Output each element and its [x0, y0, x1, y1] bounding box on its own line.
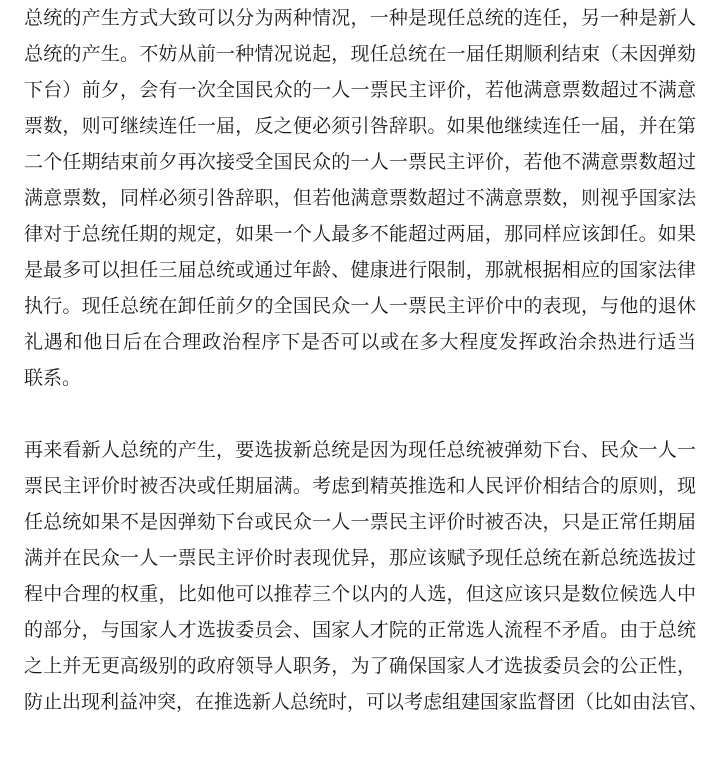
paragraph-new-president — [24, 432, 709, 720]
paragraph-gap — [24, 396, 696, 432]
text-line: 执行。现任总统在卸任前夕的全国民众一人一票民主评价中的表现，与他的退休 — [24, 295, 696, 317]
text-line: 票数，则可继续连任一届，反之便必须引咎辞职。如果他继续连任一届，并在第 — [24, 115, 696, 137]
text-line: 是最多可以担任三届总统或通过年龄、健康进行限制，那就根据相应的国家法律 — [24, 259, 696, 281]
text-line: 二个任期结束前夕再次接受全国民众的一人一票民主评价，若他不满意票数超过 — [24, 151, 696, 173]
document-page — [24, 0, 709, 720]
text-line: 程中合理的权重，比如他可以推荐三个以内的人选，但这应该只是数位候选人中 — [24, 583, 696, 605]
text-line: 票民主评价时被否决或任期届满。考虑到精英推选和人民评价相结合的原则，现 — [24, 475, 696, 497]
text-line: 下台）前夕，会有一次全国民众的一人一票民主评价，若他满意票数超过不满意 — [24, 79, 696, 101]
text-line: 礼遇和他日后在合理政治程序下是否可以或在多大程度发挥政治余热进行适当 — [24, 331, 696, 353]
text-line: 总统的产生。不妨从前一种情况说起，现任总统在一届任期顺利结束（未因弹劾 — [24, 43, 696, 65]
text-line: 任总统如果不是因弹劾下台或民众一人一票民主评价时被否决，只是正常任期届 — [24, 511, 696, 533]
text-line: 总统的产生方式大致可以分为两种情况，一种是现任总统的连任，另一种是新人 — [24, 7, 696, 29]
text-line: 联系。 — [24, 367, 82, 389]
text-line: 律对于总统任期的规定，如果一个人最多不能超过两届，那同样应该卸任。如果 — [24, 223, 696, 245]
text-line: 的部分，与国家人才选拔委员会、国家人才院的正常选人流程不矛盾。由于总统 — [24, 619, 696, 641]
text-line: 满并在民众一人一票民主评价时表现优异，那应该赋予现任总统在新总统选拔过 — [24, 547, 696, 569]
text-line: 防止出现利益冲突，在推选新人总统时，可以考虑组建国家监督团（比如由法官、 — [24, 691, 709, 713]
text-line: 再来看新人总统的产生，要选拔新总统是因为现任总统被弹劾下台、民众一人一 — [24, 439, 696, 461]
text-line: 之上并无更高级别的政府领导人职务，为了确保国家人才选拔委员会的公正性， — [24, 655, 696, 677]
text-line: 满意票数，同样必须引咎辞职，但若他满意票数超过不满意票数，则视乎国家法 — [24, 187, 696, 209]
paragraph-incumbent-reelection — [24, 0, 696, 396]
